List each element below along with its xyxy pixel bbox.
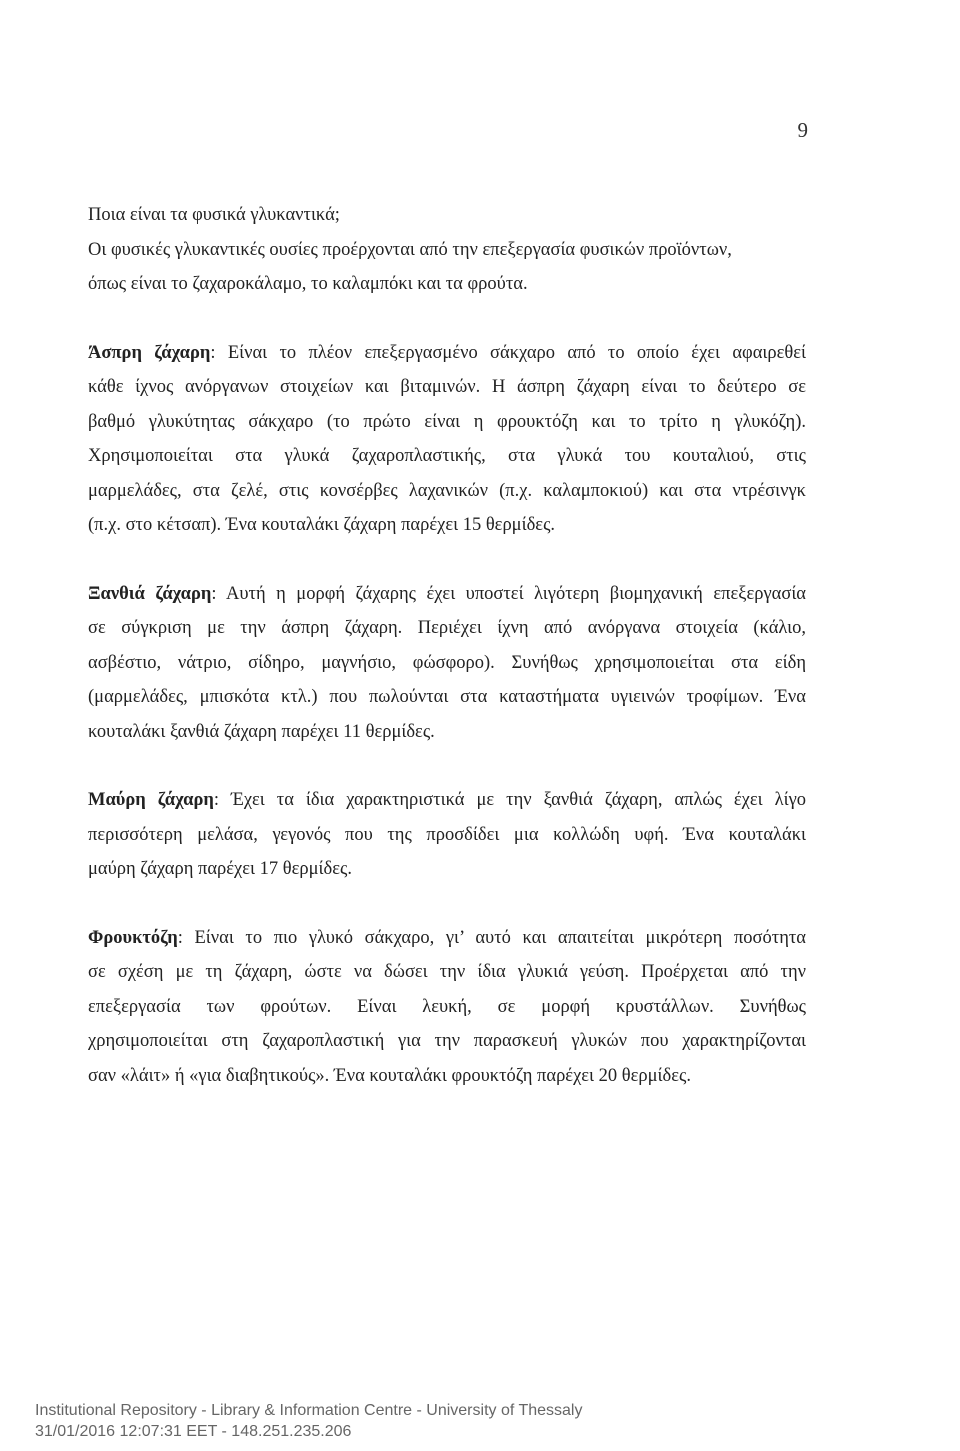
page-number: 9 [797, 118, 808, 142]
section-line: Χρησιμοποιείται στα γλυκά ζαχαροπλαστικής, στα γλυκά του κουταλιού, στις [88, 446, 806, 466]
section-text: : Αυτή η μορφή ζάχαρης έχει υποστεί λιγότερη βιομηχανική επεξεργασία [211, 583, 806, 604]
section-text: : Έχει τα ίδια χαρακτηριστικά με την ξανθιά ζάχαρη, απλώς έχει λίγο [213, 790, 806, 810]
repository-footer [35, 1400, 582, 1442]
section-first-line [88, 921, 806, 956]
section-text: : Είναι το πλέον επεξεργασμένο σάκχαρο από το οποίο έχει αφαιρεθεί [210, 342, 806, 363]
intro-question: Ποια είναι τα φυσικά γλυκαντικά; [88, 205, 340, 225]
footer-timestamp-line: 31/01/2016 12:07:31 EET - 148.251.235.206 [35, 1423, 352, 1440]
section-line: σαν «λάιτ» ή «για διαβητικούς». Ένα κουταλάκι φρουκτόζη παρέχει 20 θερμίδες. [88, 1065, 691, 1086]
section-white-sugar [88, 336, 806, 543]
section-line: χρησιμοποιείται στη ζαχαροπλαστική για την παρασκευή γλυκών που χαρακτηρίζονται [88, 1031, 806, 1051]
section-line: μαύρη ζάχαρη παρέχει 17 θερμίδες. [88, 859, 352, 879]
section-line: (μαρμελάδες, μπισκότα κτλ.) που πωλούνται στα καταστήματα υγιεινών τροφίμων. Ένα [88, 687, 806, 707]
footer-repository-line: Institutional Repository - Library & Information Centre - University of Thessaly [35, 1402, 583, 1419]
section-text: : Είναι το πιο γλυκό σάκχαρο, γι’ αυτό και απαιτείται μικρότερη ποσότητα [177, 927, 806, 948]
intro-line: Οι φυσικές γλυκαντικές ουσίες προέρχονται από την επεξεργασία φυσικών προϊόντων, [88, 239, 732, 260]
section-line: βαθμό γλυκύτητας σάκχαρο (το πρώτο είναι η φρουκτόζη και το τρίτο η γλυκόζη). [88, 411, 806, 432]
section-term: Μαύρη ζάχαρη [88, 790, 214, 810]
section-term: Άσπρη ζάχαρη [88, 342, 211, 363]
section-dark-sugar [88, 783, 806, 887]
section-line: κουταλάκι ξανθιά ζάχαρη παρέχει 11 θερμίδες. [88, 721, 435, 742]
section-line: (π.χ. στο κέτσαπ). Ένα κουταλάκι ζάχαρη παρέχει 15 θερμίδες. [88, 515, 556, 535]
section-brown-sugar [88, 577, 806, 750]
section-line: σε σύγκριση με την άσπρη ζάχαρη. Περιέχει ίχνη από ανόργανα στοιχεία (κάλιο, [88, 618, 806, 638]
section-line: περισσότερη μελάσα, γεγονός που της προσδίδει μια κολλώδη υφή. Ένα κουταλάκι [88, 824, 806, 845]
section-first-line [88, 783, 806, 818]
section-term: Ξανθιά ζάχαρη [88, 583, 212, 604]
section-line: ασβέστιο, νάτριο, σίδηρο, μαγνήσιο, φώσφορο). Συνήθως χρησιμοποιείται στα είδη [88, 652, 806, 673]
section-line: κάθε ίχνος ανόργανων στοιχείων και βιταμινών. Η άσπρη ζάχαρη είναι το δεύτερο σε [88, 377, 806, 397]
section-first-line [88, 336, 806, 371]
intro-paragraph [88, 198, 806, 302]
section-term: Φρουκτόζη [88, 927, 178, 948]
section-first-line [88, 577, 806, 612]
intro-line: όπως είναι το ζαχαροκάλαμο, το καλαμπόκι και τα φρούτα. [88, 274, 528, 294]
section-line: σε σχέση με τη ζάχαρη, ώστε να δώσει την ίδια γλυκιά γεύση. Προέρχεται από την [88, 962, 806, 982]
section-line: επεξεργασία των φρούτων. Είναι λευκή, σε μορφή κρυστάλλων. Συνήθως [88, 996, 806, 1017]
section-fructose [88, 921, 806, 1094]
document-body [88, 198, 806, 1127]
section-line: μαρμελάδες, στα ζελέ, στις κονσέρβες λαχανικών (π.χ. καλαμποκιού) και στα ντρέσινγκ [88, 480, 806, 501]
